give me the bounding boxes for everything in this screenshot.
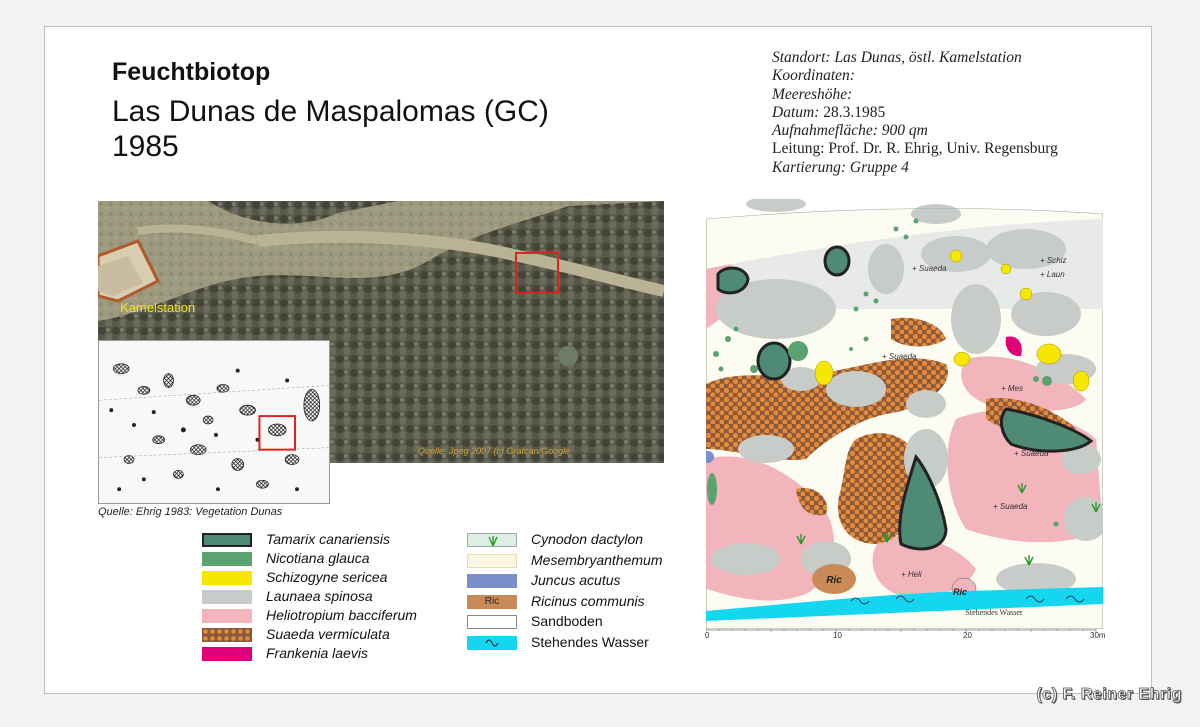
cynodon-swatch — [467, 533, 517, 547]
nicotiana-swatch — [202, 552, 252, 566]
legend-label: Suaeda vermiculata — [266, 626, 390, 642]
legend-label: Tamarix canariensis — [266, 531, 390, 547]
suaeda-swatch — [202, 628, 252, 642]
copyright-signature: (c) F. Reiner Ehrig — [1036, 686, 1182, 703]
meta-leitung: Leitung: Prof. Dr. R. Ehrig, Univ. Regensburg — [772, 140, 1058, 158]
map-label-mes: + Mes — [1001, 384, 1024, 393]
legend-left — [202, 532, 442, 672]
map-label-ric-2: Ric — [952, 587, 968, 597]
legend-label: Sandboden — [531, 613, 603, 629]
map-label-suaeda-1: + Suaeda — [912, 264, 947, 273]
page-subtitle: Las Dunas de Maspalomas (GC) — [112, 95, 549, 128]
map-label-suaeda-4: + Suaeda — [993, 502, 1028, 511]
legend-label: Ricinus communis — [531, 593, 645, 609]
tamarix-swatch — [202, 533, 252, 547]
meta-datum: Datum: 28.3.1985 — [772, 103, 886, 121]
wasser-swatch — [467, 636, 517, 650]
axis-tick-10: 10 — [833, 631, 842, 640]
page-year: 1985 — [112, 130, 179, 163]
heliotropium-swatch — [202, 609, 252, 623]
meta-meereshoehe: Meereshöhe: — [772, 85, 853, 103]
page-title: Feuchtbiotop — [112, 58, 271, 86]
juncus-swatch — [467, 574, 517, 588]
meta-flaeche: Aufnahmefläche: 900 qm — [772, 122, 928, 140]
map-label-suaeda-2: + Suaeda — [882, 352, 917, 361]
legend-label: Juncus acutus — [531, 572, 621, 588]
legend-label: Mesembryanthemum — [531, 552, 663, 568]
photo-credit: Quelle: Jpeg 2007 (c) Grafcan/Google — [418, 446, 571, 456]
axis-tick-30: 30m — [1090, 631, 1106, 640]
legend-label: Nicotiana glauca — [266, 550, 370, 566]
metadata-block — [772, 49, 1058, 177]
map-label-wasser: Stehendes Wasser — [965, 608, 1023, 617]
launaea-swatch — [202, 590, 252, 604]
map-label-schiz: + Schiz — [1040, 256, 1067, 265]
legend-right — [467, 532, 697, 662]
inset-vegetation-map — [98, 340, 330, 504]
axis-tick-20: 20 — [963, 631, 972, 640]
meta-koordinaten: Koordinaten: — [772, 67, 855, 85]
legend-label: Heliotropium bacciferum — [266, 607, 417, 623]
ricinus-swatch: Ric — [467, 595, 517, 609]
legend-label: Schizogyne sericea — [266, 569, 388, 585]
map-label-ric-1: Ric — [826, 575, 842, 586]
map-label-suaeda-3: + Suaeda — [1014, 449, 1049, 458]
schizogyne-swatch — [202, 571, 252, 585]
map-axis — [705, 629, 1106, 643]
vegetation-map — [706, 199, 1103, 629]
meta-kartierung: Kartierung: Gruppe 4 — [772, 158, 909, 176]
legend-label: Cynodon dactylon — [531, 531, 644, 547]
map-label-heli: + Heli — [901, 570, 922, 579]
axis-tick-0: 0 — [705, 631, 710, 640]
mesembryanthemum-swatch — [467, 554, 517, 568]
legend-label: Frankenia laevis — [266, 645, 368, 661]
sandboden-swatch — [467, 615, 517, 629]
frankenia-swatch — [202, 647, 252, 661]
axis-ticks — [706, 629, 1103, 643]
inset-caption: Quelle: Ehrig 1983: Vegetation Dunas — [98, 506, 283, 518]
kamelstation-label: Kamelstation — [120, 300, 196, 315]
meta-standort: Standort: Las Dunas, östl. Kamelstation — [772, 49, 1022, 66]
legend-label: Stehendes Wasser — [531, 634, 649, 650]
map-label-laun: + Laun — [1040, 270, 1065, 279]
legend-label: Launaea spinosa — [266, 588, 373, 604]
